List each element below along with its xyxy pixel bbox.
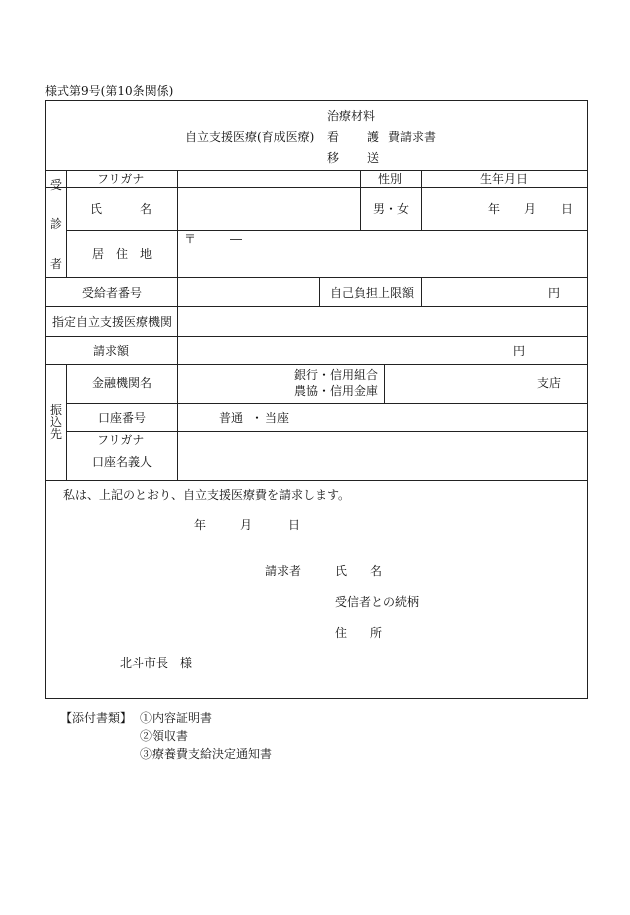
copay-limit-label: 自己負担上限額 xyxy=(330,286,415,300)
title-suffix: 費請求書 xyxy=(388,130,437,144)
birth-day: 日 xyxy=(561,202,574,216)
patient-name-label: 氏 xyxy=(90,202,103,216)
title-prefix: 自立支援医療(育成医療) xyxy=(185,130,315,144)
bank-name-field[interactable] xyxy=(178,365,288,402)
declaration-day: 日 xyxy=(288,518,301,532)
claimant-name-label: 名 xyxy=(370,564,383,578)
attachments-label: 【添付書類】 xyxy=(60,711,133,725)
recipient-number-label: 受給者番号 xyxy=(82,286,143,300)
declaration-month: 月 xyxy=(240,518,253,532)
relation-field[interactable] xyxy=(425,591,580,613)
attachment-item: ③療養費支給決定通知書 xyxy=(140,747,273,761)
institution-field[interactable] xyxy=(178,307,587,335)
attachment-item: ②領収書 xyxy=(140,729,189,743)
account-type-current[interactable]: 当座 xyxy=(265,411,290,425)
patient-side-label: 受 xyxy=(50,178,63,192)
title-item-nursing-2: 護 xyxy=(367,130,380,144)
account-number-label: 口座番号 xyxy=(98,411,147,425)
branch-label: 支店 xyxy=(537,376,562,390)
bank-types[interactable]: 農協・信用金庫 xyxy=(294,384,379,398)
claimant-address-label: 所 xyxy=(370,626,383,640)
account-holder-label: 口座名義人 xyxy=(92,455,153,469)
title-item-transport-2: 送 xyxy=(367,151,380,165)
declaration-year: 年 xyxy=(194,518,207,532)
patient-furigana-label: フリガナ xyxy=(97,172,145,186)
postal-mark: 〒 xyxy=(184,232,197,246)
bank-types[interactable]: 銀行・信用組合 xyxy=(294,368,379,382)
rule xyxy=(66,170,67,277)
rule xyxy=(421,170,422,230)
rule xyxy=(360,170,361,230)
title-item-nursing-1: 看 xyxy=(327,130,340,144)
claimant-name-field[interactable] xyxy=(395,560,580,582)
account-type-ordinary[interactable]: 普通 xyxy=(219,411,244,425)
declaration-statement: 私は、上記のとおり、自立支援医療費を請求します。 xyxy=(63,488,351,502)
addressee: 北斗市長 様 xyxy=(120,656,193,670)
form-number: 様式第9号(第10条関係) xyxy=(45,84,174,98)
patient-side-label: 者 xyxy=(50,257,63,271)
account-type-separator: ・ xyxy=(251,411,264,425)
address-field[interactable] xyxy=(178,231,587,276)
gender-label: 性別 xyxy=(378,172,403,186)
patient-side-label: 診 xyxy=(50,217,63,231)
transfer-side-label: 振 xyxy=(50,403,63,417)
claim-amount-label: 請求額 xyxy=(93,344,130,358)
gender-value[interactable]: 男・女 xyxy=(373,202,410,216)
rule xyxy=(66,364,67,480)
attachment-item: ①内容証明書 xyxy=(140,711,213,725)
claimant-address-label: 住 xyxy=(335,626,348,640)
claimant-label: 請求者 xyxy=(265,564,302,578)
patient-furigana-field[interactable] xyxy=(178,171,359,186)
relation-label: 受信者との続柄 xyxy=(335,595,420,609)
birthdate-label: 生年月日 xyxy=(480,172,529,186)
title-item-transport-1: 移 xyxy=(327,151,340,165)
holder-furigana-label: フリガナ xyxy=(97,433,145,447)
birth-month: 月 xyxy=(524,202,537,216)
claimant-address-field[interactable] xyxy=(395,622,580,644)
transfer-side-label: 込 xyxy=(50,415,63,429)
claim-unit: 円 xyxy=(513,344,526,358)
rule xyxy=(319,277,320,306)
transfer-side-label: 先 xyxy=(50,427,63,441)
bank-name-label: 金融機関名 xyxy=(92,376,153,390)
birth-year: 年 xyxy=(488,202,501,216)
patient-name-label: 名 xyxy=(140,202,153,216)
account-number-field[interactable] xyxy=(300,404,587,430)
copay-unit: 円 xyxy=(548,286,561,300)
address-label: 居 住 地 xyxy=(92,247,153,261)
patient-name-field[interactable] xyxy=(178,188,359,229)
copay-limit-field[interactable] xyxy=(422,278,587,305)
postal-dash: ― xyxy=(230,232,242,246)
rule xyxy=(45,480,588,481)
claim-amount-field[interactable] xyxy=(178,337,587,363)
claimant-name-label: 氏 xyxy=(335,564,348,578)
branch-field[interactable] xyxy=(385,365,525,402)
recipient-number-field[interactable] xyxy=(178,278,318,305)
title-item-treatment: 治療材料 xyxy=(327,109,376,123)
institution-label: 指定自立支援医療機関 xyxy=(52,315,173,329)
account-holder-field[interactable] xyxy=(178,432,587,479)
